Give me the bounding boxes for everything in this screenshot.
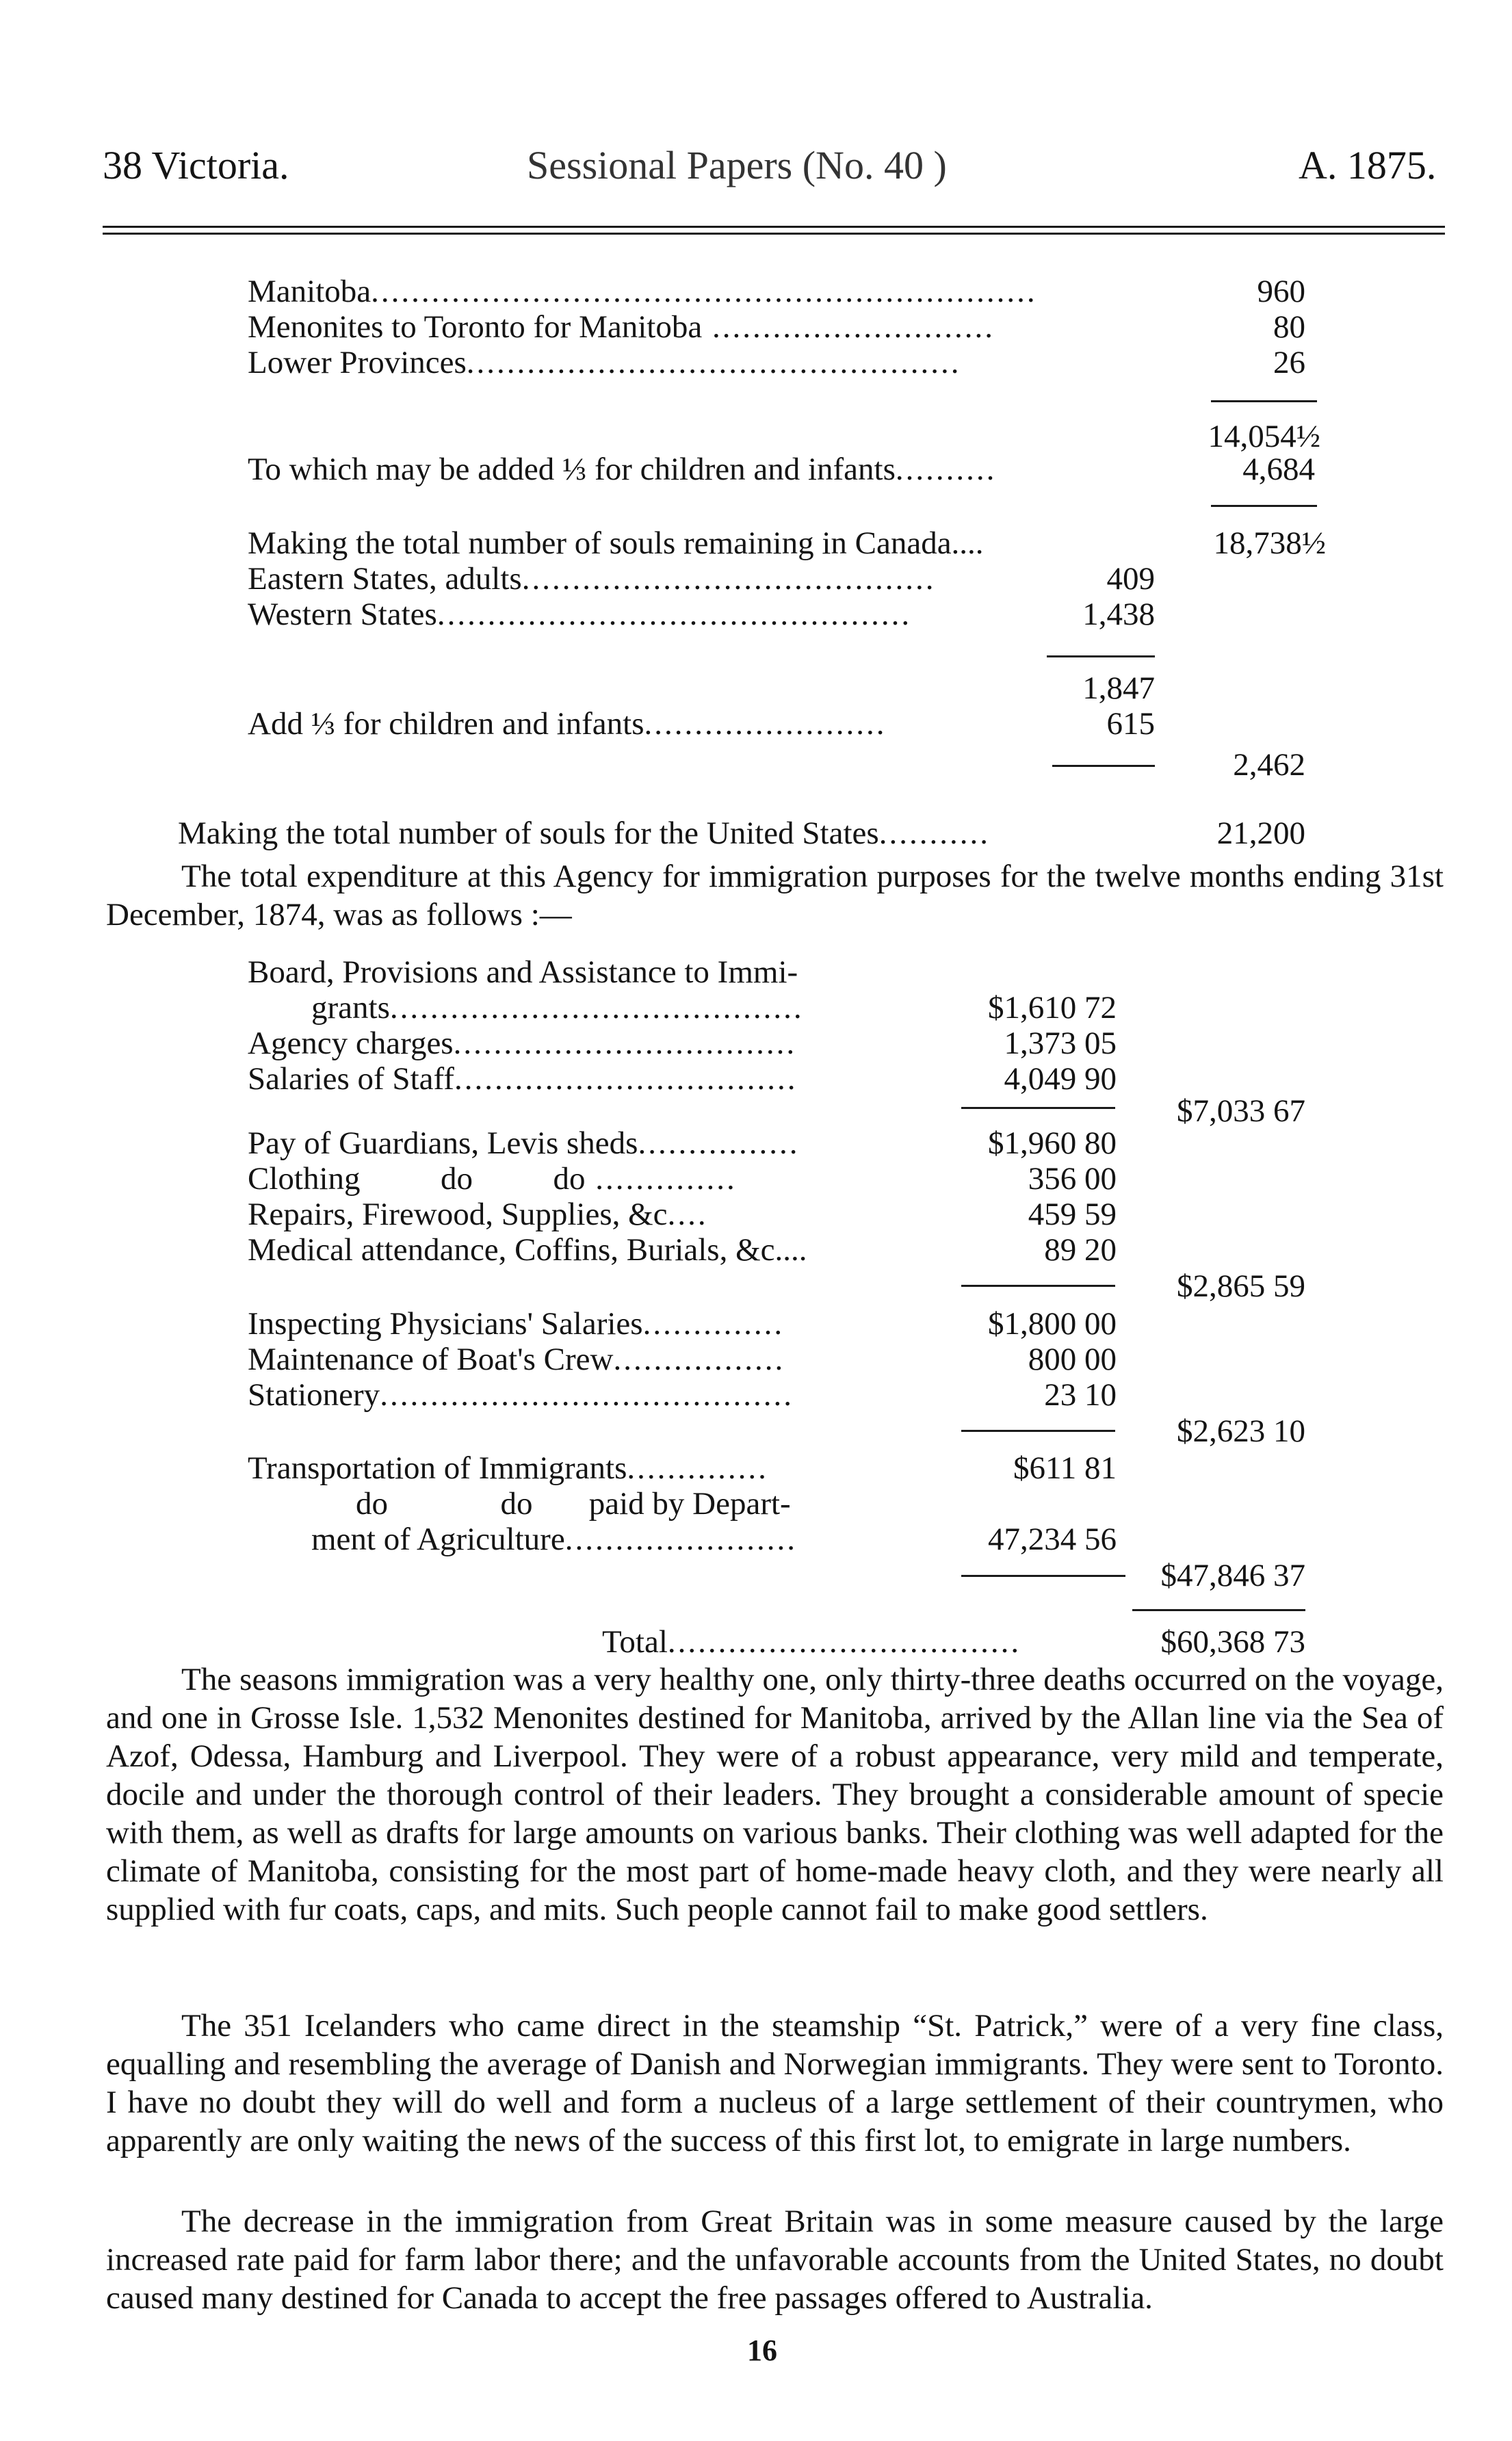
exp-amount: 4,049 90 [1004, 1061, 1117, 1097]
souls-value: 409 [1106, 561, 1155, 597]
exp-amount: 459 59 [1028, 1197, 1117, 1232]
row-label: Inspecting Physicians' Salaries [248, 1306, 643, 1342]
exp-row-agency: Agency charges.................................. [248, 1026, 797, 1061]
souls-value: 26 [1273, 345, 1305, 380]
row-label: Transportation of Immigrants [248, 1450, 627, 1486]
row-label: Maintenance of Boat's Crew [248, 1342, 614, 1377]
subtotal-rule [961, 1107, 1115, 1109]
paragraph-great-britain: The decrease in the immigration from Great Britain was in some measure caused by the large increased rate paid for farm labor there; and the unfavorable accounts from the United States, no doubt caused many destined for Canada to accept the free passages offered to Australia. [106, 2204, 1444, 2316]
exp-row-physicians: Inspecting Physicians' Salaries.............. [248, 1306, 785, 1342]
souls-row-western: Western States............................................... [248, 597, 912, 632]
souls-us-subtotal: 1,847 [1082, 670, 1155, 706]
row-label: Repairs, Firewood, Supplies, &c [248, 1197, 668, 1232]
exp-row-boat-crew: Maintenance of Boat's Crew................. [248, 1342, 785, 1377]
exp-amount: 47,234 56 [988, 1522, 1117, 1557]
exp-row-medical [248, 1231, 807, 1269]
exp-row-clothing: Clothing do do .............. [248, 1161, 737, 1197]
exp-amount: $1,800 00 [988, 1306, 1117, 1342]
row-label: Pay of Guardians, Levis sheds [248, 1125, 638, 1161]
expenditure-intro: The total expenditure at this Agency for immigration purposes for the twelve months ending 31st December, 1874, was as follows :— [106, 859, 1444, 932]
running-header-left: 38 Victoria. [103, 143, 289, 187]
souls-value: 4,684 [1242, 452, 1315, 487]
exp-amount: $611 81 [1013, 1450, 1117, 1486]
exp-row-stationery: Stationery......................................... [248, 1377, 794, 1413]
total-rule [1132, 1609, 1305, 1611]
souls-us-final-total: 21,200 [1216, 815, 1305, 851]
subtotal-rule [1052, 765, 1155, 767]
header-rule-bottom [103, 233, 1445, 235]
row-label: Total [602, 1624, 668, 1660]
row-label: Making the total number of souls for the United States [178, 815, 879, 851]
row-label: Eastern States, adults [248, 561, 522, 597]
row-label: Salaries of Staff [248, 1061, 454, 1097]
row-label: Stationery [248, 1377, 380, 1413]
exp-row-board: grants......................................... [311, 990, 804, 1026]
souls-us-total: 2,462 [1233, 747, 1305, 783]
exp-amount: $1,610 72 [988, 990, 1117, 1026]
exp-label-line: do do paid by Depart- [356, 1486, 791, 1522]
exp-row-repairs: Repairs, Firewood, Supplies, &c.... [248, 1197, 708, 1232]
subtotal-rule [961, 1285, 1115, 1287]
row-label: Clothing do do [248, 1161, 586, 1197]
exp-amount: 356 00 [1028, 1161, 1117, 1197]
row-label: Making the total number of souls remaining in Canada.... [248, 525, 984, 561]
exp-group-total: $2,623 10 [1177, 1413, 1305, 1449]
souls-subtotal: 14,054½ [1208, 419, 1320, 454]
souls-value: 960 [1257, 274, 1305, 309]
row-label: To which may be added ⅓ for children and infants [248, 452, 896, 487]
paragraph-icelanders: The 351 Icelanders who came direct in the steamship “St. Patrick,” were of a very fine class, equalling and resembling the average of Danish and Norwegian immigrants. They were sent to Toronto. I have no doubt they will do well and form a nucleus of a large settlement of their countrymen, who apparently are only waiting the news of the success of this first lot, to emigrate in large numbers. [106, 2008, 1444, 2158]
souls-row-manitoba: Manitoba.................................................................. [248, 274, 1037, 309]
header-rule-top [103, 226, 1445, 228]
exp-amount: 89 20 [1044, 1232, 1117, 1268]
exp-row-transportation: Transportation of Immigrants.............. [248, 1450, 768, 1486]
paragraph-menonites: The seasons immigration was a very healthy one, only thirty-three deaths occurred on the voyage, and one in Grosse Isle. 1,532 Menonites destined for Manitoba, arrived by the Allan line via the Sea of Azof, Odessa, Hamburg and Liverpool. They were of a robust appearance, very mild and temperate, docile and under the thorough control of their leaders. They brought a considerable amount of specie with them, as well as drafts for large amounts on various banks. Their clothing was well adapted for the climate of Manitoba, consisting for the most part of home-made heavy cloth, and they were nearly all supplied with fur coats, caps, and mits. Such people cannot fail to make good settlers. [106, 1662, 1444, 1927]
subtotal-rule [961, 1430, 1115, 1432]
subtotal-rule [1211, 505, 1317, 507]
row-label: Add ⅓ for children and infants [248, 706, 644, 742]
exp-group-total: $7,033 67 [1177, 1093, 1305, 1129]
souls-row-us-final: Making the total number of souls for the United States........... [178, 815, 990, 851]
exp-group-total: $2,865 59 [1177, 1268, 1305, 1304]
exp-label-line: Board, Provisions and Assistance to Immi- [248, 954, 798, 990]
souls-row-menonites: Menonites to Toronto for Manitoba ............................ [248, 309, 995, 345]
row-label: Menonites to Toronto for Manitoba [248, 309, 703, 345]
souls-value: 1,438 [1082, 597, 1155, 632]
souls-row-lower-provinces: Lower Provinces................................................. [248, 345, 961, 380]
row-label: Medical attendance, Coffins, Burials, &c.... [248, 1232, 807, 1268]
subtotal-rule [1047, 655, 1155, 657]
page-number: 16 [747, 2334, 777, 2367]
exp-grand-total: $60,368 73 [1160, 1624, 1305, 1660]
souls-row-canada [248, 524, 984, 562]
subtotal-rule [961, 1575, 1125, 1577]
souls-row-added: To which may be added ⅓ for children and infants.......... [248, 452, 997, 487]
souls-row-us-add: Add ⅓ for children and infants........................ [248, 706, 887, 742]
running-header-center: Sessional Papers (No. 40 ) [527, 143, 947, 187]
souls-row-eastern: Eastern States, adults......................................... [248, 561, 936, 597]
exp-group-total: $47,846 37 [1160, 1558, 1305, 1593]
row-label: ment of Agriculture [311, 1522, 565, 1557]
row-label: Lower Provinces [248, 345, 467, 380]
running-header-right: A. 1875. [1299, 143, 1437, 187]
exp-row-salaries: Salaries of Staff.................................. [248, 1061, 798, 1097]
souls-value: 80 [1273, 309, 1305, 345]
exp-amount: 1,373 05 [1004, 1026, 1117, 1061]
souls-canada-total: 18,738½ [1213, 525, 1326, 561]
souls-value: 615 [1106, 706, 1155, 742]
row-label: grants [311, 990, 390, 1026]
row-label: Western States [248, 597, 437, 632]
row-label: Manitoba [248, 274, 372, 309]
exp-amount: 800 00 [1028, 1342, 1117, 1377]
exp-amount: $1,960 80 [988, 1125, 1117, 1161]
exp-row-agriculture: ment of Agriculture....................... [311, 1522, 797, 1557]
row-label: Agency charges [248, 1026, 454, 1061]
exp-row-total: Total................................... [602, 1624, 1021, 1660]
subtotal-rule [1211, 400, 1317, 402]
exp-amount: 23 10 [1044, 1377, 1117, 1413]
exp-row-guardians: Pay of Guardians, Levis sheds................ [248, 1125, 800, 1161]
